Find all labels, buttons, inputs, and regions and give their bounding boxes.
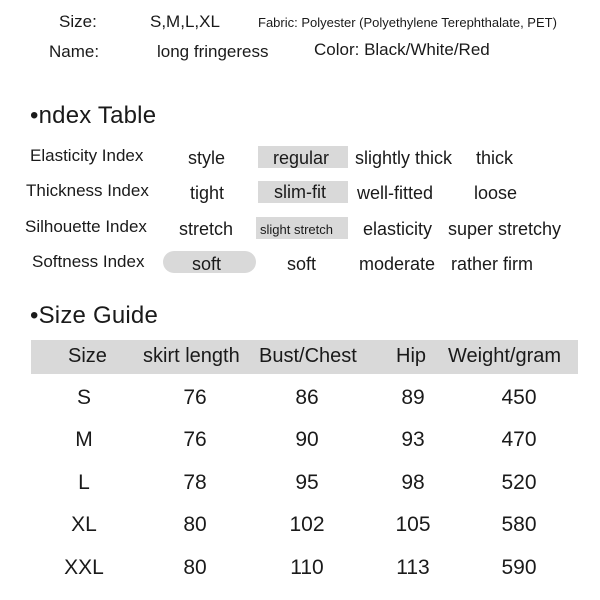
size-guide-title: •Size Guide	[30, 302, 159, 329]
size-value: S,M,L,XL	[150, 12, 220, 31]
option-slim-fit: slim-fit	[274, 182, 326, 202]
option-stretch: stretch	[179, 219, 234, 239]
option-rather-firm: rather firm	[451, 254, 534, 274]
option-style: style	[188, 148, 226, 168]
option-elasticity: elasticity	[363, 219, 433, 239]
header-bust-chest: Bust/Chest	[259, 345, 357, 367]
option-tight: tight	[190, 183, 225, 203]
option-thick: thick	[476, 148, 514, 168]
size-label: Size:	[59, 12, 97, 31]
table-cell: 520	[501, 471, 537, 494]
header-weight: Weight/gram	[448, 345, 562, 367]
color-text: Color: Black/White/Red	[314, 40, 490, 59]
table-cell: 90	[295, 428, 319, 451]
option-soft-selected: soft	[192, 254, 222, 274]
thickness-index-label: Thickness Index	[26, 181, 149, 200]
table-cell: S	[76, 386, 91, 409]
header-skirt-length: skirt length	[143, 345, 240, 367]
table-cell: 95	[295, 471, 319, 494]
header-size: Size	[68, 345, 107, 367]
table-cell: 89	[401, 386, 425, 409]
table-cell: 76	[183, 386, 207, 409]
table-cell: 102	[289, 513, 325, 536]
table-cell: 110	[290, 556, 324, 579]
option-super-stretchy: super stretchy	[448, 219, 562, 239]
table-cell: L	[78, 471, 90, 494]
silhouette-index-label: Silhouette Index	[25, 217, 147, 236]
option-slightly-thick: slightly thick	[355, 148, 453, 168]
index-table-title: •ndex Table	[30, 102, 157, 129]
table-cell: 580	[501, 513, 537, 536]
table-cell: 93	[401, 428, 425, 451]
table-cell: 590	[501, 556, 537, 579]
option-loose: loose	[474, 183, 518, 203]
table-cell: 470	[501, 428, 537, 451]
table-cell: 78	[183, 471, 207, 494]
option-moderate: moderate	[359, 254, 436, 274]
elasticity-index-label: Elasticity Index	[30, 146, 144, 165]
softness-index-label: Softness Index	[32, 252, 145, 271]
name-label: Name:	[49, 42, 100, 61]
name-value: long fringeress	[157, 42, 269, 61]
table-cell: 80	[183, 556, 207, 579]
header-hip: Hip	[396, 345, 427, 367]
option-well-fitted: well-fitted	[357, 183, 434, 203]
table-cell: 86	[295, 386, 319, 409]
option-soft: soft	[287, 254, 317, 274]
option-slight-stretch: slight stretch	[260, 222, 333, 237]
table-cell: 98	[401, 471, 425, 494]
fabric-text: Fabric: Polyester (Polyethylene Terephthalate, PET)	[258, 15, 557, 30]
table-cell: 450	[501, 386, 537, 409]
option-regular: regular	[273, 148, 330, 168]
table-cell: M	[75, 428, 93, 451]
table-cell: 113	[396, 556, 430, 579]
table-cell: 80	[183, 513, 207, 536]
table-cell: 105	[395, 513, 431, 536]
table-cell: 76	[183, 428, 207, 451]
table-cell: XL	[71, 513, 97, 536]
table-cell: XXL	[64, 556, 104, 579]
